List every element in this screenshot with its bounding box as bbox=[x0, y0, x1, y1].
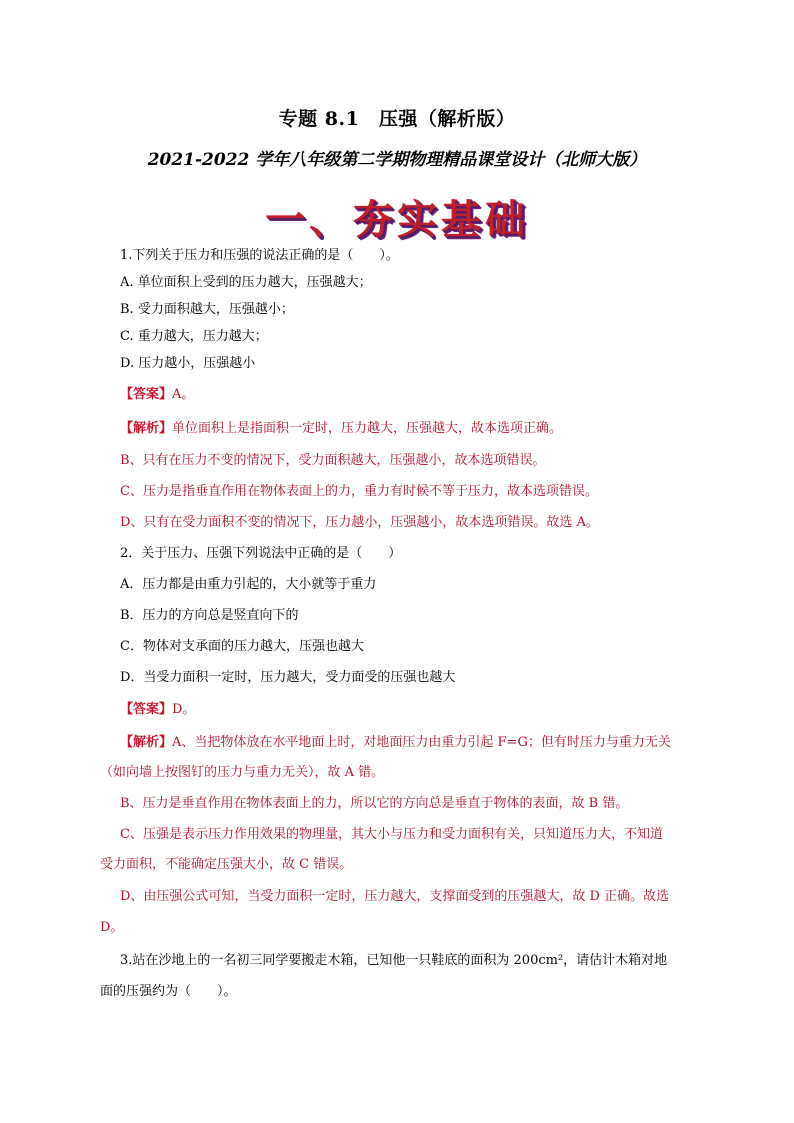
q2-stem: 2．关于压力、压强下列说法中正确的是（ ） bbox=[120, 546, 402, 561]
q2-answer bbox=[120, 701, 195, 719]
q2-analysis-a: A、当把物体放在水平地面上时，对地面压力由重力引起 F=G；但有时压力与重力无关 bbox=[172, 735, 671, 750]
q1-option-c: C. 重力越大，压力越大； bbox=[120, 329, 268, 344]
section-banner: 一、夯实基础 bbox=[265, 196, 529, 243]
document-title: 专题 8.1 压强（解析版） bbox=[278, 108, 516, 130]
q2-analysis-line bbox=[120, 734, 671, 752]
q2-analysis-b: B、压力是垂直作用在物体表面上的力，所以它的方向总是垂直于物体的表面，故 B 错。 bbox=[120, 796, 629, 811]
q1-analysis-text: 单位面积上是指面积一定时，压力越大，压强越大，故本选项正确。 bbox=[172, 421, 563, 436]
q2-analysis-d: D、由压强公式可知，当受力面积一定时，压力越大，支撑面受到的压强越大，故 D 正确。故选 bbox=[120, 889, 670, 904]
q1-analysis-b: B、只有在压力不变的情况下，受力面积越大，压强越小，故本选项错误。 bbox=[120, 453, 546, 468]
q1-stem: 1.下列关于压力和压强的说法正确的是（ ）。 bbox=[120, 248, 399, 263]
q1-option-d: D. 压力越小，压强越小 bbox=[120, 356, 256, 371]
q1-analysis-label: 【解析】 bbox=[120, 421, 173, 436]
q2-analysis-a-cont: （如向墙上按图钉的压力与重力无关），故 A 错。 bbox=[100, 765, 385, 780]
q1-analysis-line bbox=[120, 420, 562, 438]
q1-answer-value: A。 bbox=[172, 387, 195, 402]
q3-stem-line-2: 面的压强约为（ ）。 bbox=[100, 984, 237, 999]
document-subtitle: 2021-2022 学年八年级第二学期物理精品课堂设计（北师大版） bbox=[147, 150, 647, 170]
q2-analysis-label: 【解析】 bbox=[120, 735, 173, 750]
q2-analysis-c-cont: 受力面积，不能确定压强大小，故 C 错误。 bbox=[100, 857, 353, 872]
q2-option-a: A．压力都是由重力引起的，大小就等于重力 bbox=[120, 577, 377, 592]
q2-analysis-d-cont: D。 bbox=[100, 920, 124, 935]
q1-answer-label: 【答案】 bbox=[120, 387, 173, 402]
q1-analysis-c: C、压力是指垂直作用在物体表面上的力，重力有时候不等于压力，故本选项错误。 bbox=[120, 484, 598, 499]
q3-stem-line-1: 3.站在沙地上的一名初三同学要搬走木箱，已知他一只鞋底的面积为 200cm²，请估计木箱对地 bbox=[120, 953, 668, 968]
q1-answer bbox=[120, 386, 194, 404]
q2-answer-label: 【答案】 bbox=[120, 702, 173, 717]
q2-analysis-c: C、压强是表示压力作用效果的物理量，其大小与压力和受力面积有关，只知道压力大，不知道 bbox=[120, 827, 663, 842]
q1-option-b: B. 受力面积越大，压强越小； bbox=[120, 302, 294, 317]
q1-option-a: A. 单位面积上受到的压力越大，压强越大； bbox=[120, 275, 372, 290]
q2-answer-value: D。 bbox=[172, 702, 196, 717]
q2-option-d: D．当受力面积一定时，压力越大，受力面受的压强也越大 bbox=[120, 670, 456, 685]
q1-analysis-d: D、只有在受力面积不变的情况下，压力越小，压强越小，故本选项错误。故选 A。 bbox=[120, 515, 599, 530]
q2-option-c: C．物体对支承面的压力越大，压强也越大 bbox=[120, 639, 364, 654]
q2-option-b: B．压力的方向总是竖直向下的 bbox=[120, 608, 299, 623]
